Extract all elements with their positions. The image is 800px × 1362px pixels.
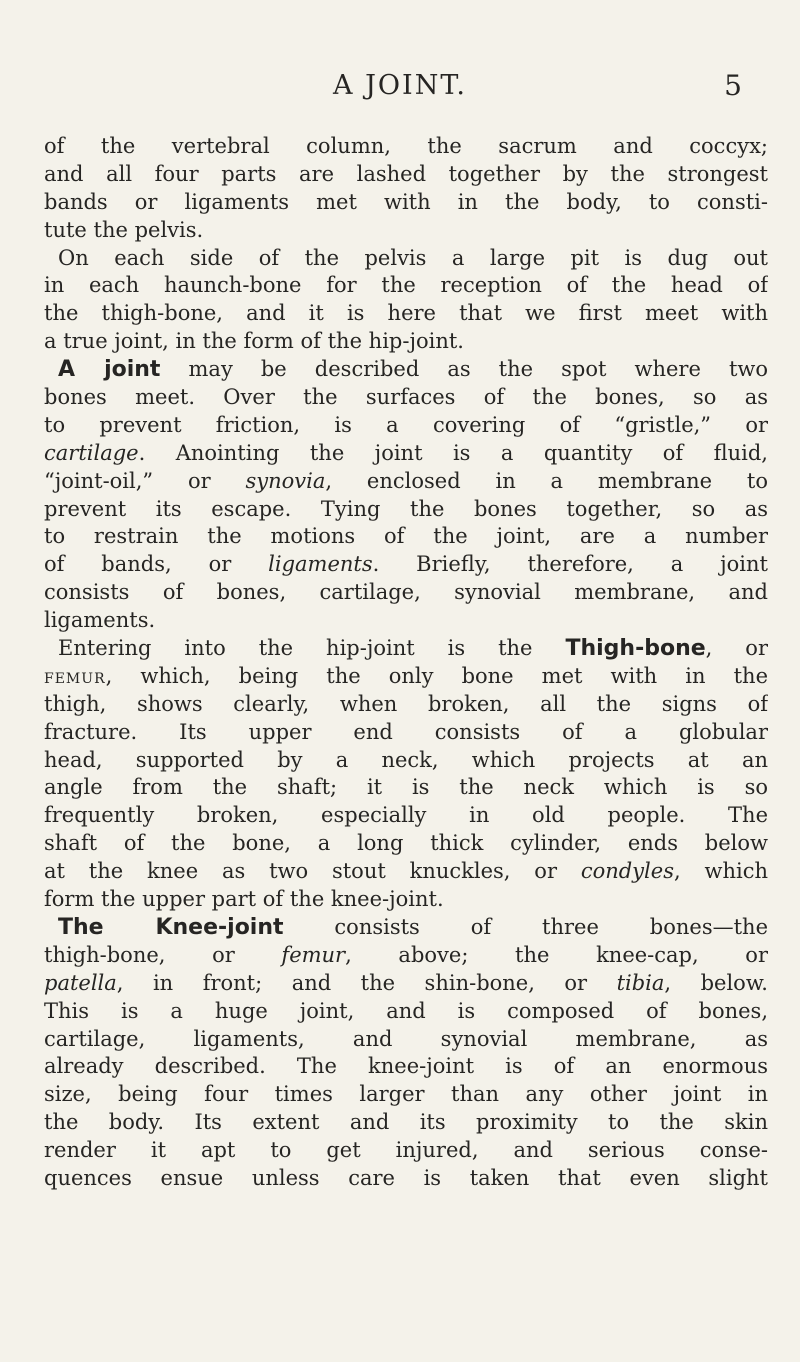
text-line <box>44 496 768 524</box>
text-line <box>44 133 768 161</box>
text-line <box>44 551 768 579</box>
text-line <box>44 858 768 886</box>
text-run: “joint-oil,” or <box>44 468 246 493</box>
text-run: thigh, shows clearly, when broken, all the signs of <box>44 691 768 716</box>
text-line <box>44 970 768 998</box>
text-line <box>44 747 768 775</box>
italic-term: femur <box>281 942 346 967</box>
text-run: thigh-bone, or <box>44 942 282 967</box>
page-number: 5 <box>724 69 742 102</box>
text-line <box>44 384 768 412</box>
text-run: On each side of the pelvis a large pit is dug out <box>58 245 768 270</box>
text-line <box>44 663 768 691</box>
text-run: prevent its escape. Tying the bones together, so as <box>44 496 768 521</box>
text-run: , below. <box>664 970 768 995</box>
text-line <box>44 607 768 635</box>
text-run: the body. Its extent and its proximity to the skin <box>44 1110 768 1135</box>
text-run: , or <box>705 636 768 661</box>
text-line <box>44 691 768 719</box>
running-title: A JOINT. <box>333 70 467 101</box>
running-head <box>0 66 800 106</box>
text-run: to restrain the motions of the joint, are a number <box>44 524 768 549</box>
text-line <box>44 1081 768 1109</box>
smallcaps-term: FEMUR <box>44 670 106 687</box>
text-run: render it apt to get injured, and serious conse- <box>44 1138 768 1163</box>
text-run: fracture. Its upper end consists of a globular <box>44 719 768 744</box>
text-run: of bands, or <box>44 552 269 577</box>
bold-term: Thigh-bone <box>565 636 706 662</box>
text-run: tute the pelvis. <box>44 217 204 242</box>
text-run: , in front; and the shin-bone, or <box>116 970 617 995</box>
text-run: , which, being the only bone met with in the <box>105 663 768 688</box>
text-line <box>44 774 768 802</box>
text-run: , above; the knee-cap, or <box>345 942 768 967</box>
text-run: the thigh-bone, and it is here that we first meet with <box>44 301 768 326</box>
text-run: frequently broken, especially in old people. The <box>44 803 768 828</box>
text-line <box>44 300 768 328</box>
body-text <box>44 133 768 1193</box>
text-line <box>44 942 768 970</box>
text-line <box>44 189 768 217</box>
text-line <box>44 1165 768 1193</box>
text-line <box>44 830 768 858</box>
text-line <box>44 468 768 496</box>
text-run: , which <box>673 859 768 884</box>
text-line <box>44 1026 768 1054</box>
text-run: a true joint, in the form of the hip-joint. <box>44 329 464 354</box>
text-run: Entering into the hip-joint is the <box>58 636 566 661</box>
text-line <box>44 523 768 551</box>
italic-term: patella <box>44 970 117 995</box>
text-line <box>44 440 768 468</box>
italic-term: ligaments <box>268 552 373 577</box>
text-line <box>44 579 768 607</box>
text-run: angle from the shaft; it is the neck which is so <box>44 775 768 800</box>
text-run: , enclosed in a membrane to <box>325 468 768 493</box>
text-line <box>44 886 768 914</box>
text-run: of the vertebral column, the sacrum and coccyx; <box>44 134 768 158</box>
text-line <box>44 356 768 384</box>
text-run: quences ensue unless care is taken that even slight <box>44 1165 768 1190</box>
text-run: consists of three bones—the <box>283 914 768 939</box>
text-line <box>44 998 768 1026</box>
text-run: in each haunch-bone for the reception of the head of <box>44 273 768 298</box>
text-run: . Briefly, therefore, a joint <box>372 552 768 577</box>
bold-term: The Knee-joint <box>58 914 284 940</box>
text-line <box>44 914 768 942</box>
text-run: may be described as the spot where two <box>160 357 768 382</box>
text-line <box>44 412 768 440</box>
text-line <box>44 328 768 356</box>
text-line <box>44 719 768 747</box>
text-run: to prevent friction, is a covering of “gristle,” or <box>44 412 768 437</box>
text-line <box>44 217 768 245</box>
text-line <box>44 802 768 830</box>
text-line <box>44 161 768 189</box>
text-run: bands or ligaments met with in the body, to consti- <box>44 189 768 214</box>
text-run: at the knee as two stout knuckles, or <box>44 859 581 884</box>
italic-term: condyles <box>580 859 674 884</box>
text-line <box>44 245 768 273</box>
text-run: . Anointing the joint is a quantity of fluid, <box>138 440 768 465</box>
text-line <box>44 272 768 300</box>
text-run: already described. The knee-joint is of an enormous <box>44 1054 768 1079</box>
text-line <box>44 1053 768 1081</box>
bold-term: A joint <box>58 357 161 383</box>
italic-term: tibia <box>616 970 665 995</box>
text-run: shaft of the bone, a long thick cylinder, ends below <box>44 831 768 856</box>
text-run: and all four parts are lashed together by the strongest <box>44 161 768 186</box>
text-run: ligaments. <box>44 608 156 633</box>
text-run: size, being four times larger than any other joint in <box>44 1082 768 1107</box>
text-run: consists of bones, cartilage, synovial membrane, and <box>44 580 768 605</box>
text-line <box>44 1137 768 1165</box>
text-run: cartilage, ligaments, and synovial membrane, as <box>44 1026 768 1051</box>
text-run: head, supported by a neck, which projects at an <box>44 747 768 772</box>
italic-term: cartilage <box>44 440 139 465</box>
text-run: This is a huge joint, and is composed of bones, <box>44 998 768 1023</box>
text-line <box>44 635 768 663</box>
italic-term: synovia <box>245 468 326 493</box>
text-line <box>44 1109 768 1137</box>
text-run: bones meet. Over the surfaces of the bones, so as <box>44 385 768 410</box>
text-run: form the upper part of the knee-joint. <box>44 887 444 912</box>
